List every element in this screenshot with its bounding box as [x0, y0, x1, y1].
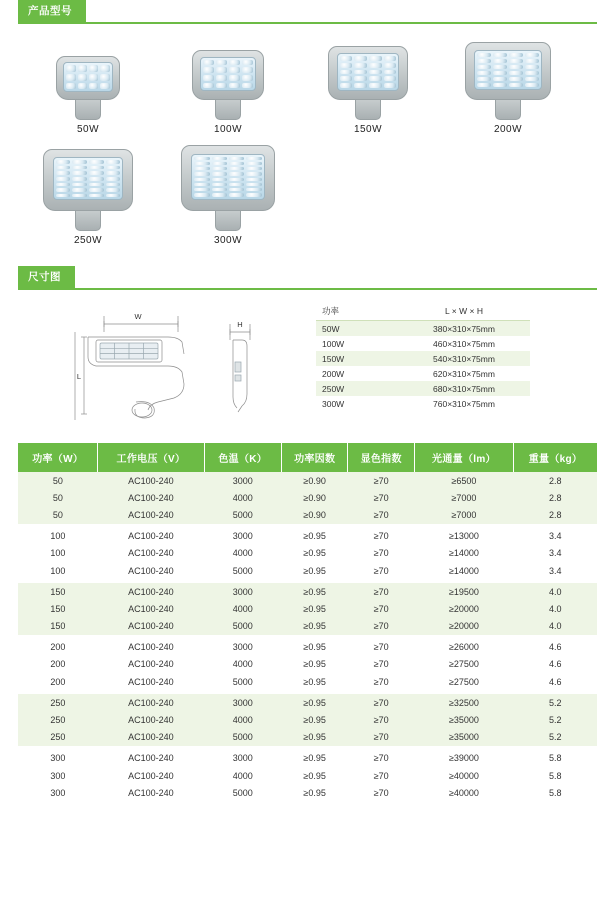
spec-cell: 100 [50, 548, 66, 559]
spec-cell: 100 [50, 565, 66, 576]
dim-label-w: W [134, 312, 142, 321]
spec-cell: AC100-240 [128, 770, 174, 781]
spec-cell: ≥35000 [414, 711, 513, 728]
product-lamp-image [298, 38, 438, 120]
spec-cell: ≥20000 [414, 600, 513, 617]
spec-cell: 300 [50, 787, 66, 798]
table-row [18, 673, 597, 690]
spec-cell: ≥0.90 [281, 489, 348, 506]
spec-cell: AC100-240 [98, 711, 204, 728]
spec-cell: 4000 [232, 659, 253, 670]
dimension-cell-power: 50W [316, 321, 398, 337]
spec-cell: 3000 [232, 531, 253, 542]
spec-cell: ≥39000 [448, 753, 479, 764]
dimension-table [316, 302, 530, 411]
dimension-table-row [316, 381, 530, 396]
spec-cell: 3000 [232, 642, 253, 653]
spec-cell: AC100-240 [98, 472, 204, 489]
spec-cell: ≥14000 [448, 548, 479, 559]
spec-cell: ≥70 [348, 600, 415, 617]
spec-cell: 5.8 [548, 770, 562, 781]
spec-cell: ≥0.95 [303, 676, 326, 687]
dimension-cell-size: 540×310×75mm [398, 351, 530, 366]
spec-header-cell: 显色指数 [348, 443, 415, 472]
dimension-drawing [18, 302, 308, 427]
spec-cell: AC100-240 [128, 753, 174, 764]
spec-cell: ≥0.90 [281, 506, 348, 523]
spec-cell: ≥0.95 [281, 729, 348, 746]
spec-cell: AC100-240 [128, 676, 174, 687]
spec-cell: 150 [18, 600, 98, 617]
spec-cell: ≥70 [348, 694, 415, 711]
spec-cell: ≥70 [373, 770, 389, 781]
dimension-cell-size: 760×310×75mm [433, 398, 495, 409]
spec-cell: AC100-240 [98, 583, 204, 600]
spec-cell: ≥0.95 [281, 583, 348, 600]
table-row [18, 583, 597, 600]
spec-cell: AC100-240 [98, 600, 204, 617]
spec-header-cell: 光通量（lm） [414, 443, 513, 472]
spec-cell: 50 [18, 489, 98, 506]
product-model-label: 300W [213, 235, 243, 246]
dimension-cell-power: 300W [322, 398, 345, 409]
spec-cell: 4000 [204, 600, 281, 617]
spec-cell: ≥0.95 [281, 711, 348, 728]
product-model-row [18, 38, 597, 135]
spec-cell: 5000 [204, 506, 281, 523]
spec-cell: 2.8 [513, 489, 597, 506]
spec-cell: ≥0.95 [303, 659, 326, 670]
spec-cell: 4.0 [513, 618, 597, 635]
spec-cell: ≥40000 [448, 787, 479, 798]
spec-cell: ≥14000 [448, 565, 479, 576]
product-lamp-image [18, 38, 158, 120]
spec-cell: ≥0.95 [303, 787, 326, 798]
spec-cell: ≥20000 [414, 618, 513, 635]
section-title-dimension: 尺寸图 [18, 266, 75, 288]
dimension-table-header-row [316, 302, 530, 321]
spec-cell: ≥0.95 [303, 770, 326, 781]
dimension-cell-size: 680×310×75mm [398, 381, 530, 396]
spec-cell: ≥0.95 [303, 753, 326, 764]
table-row [18, 618, 597, 635]
spec-cell: ≥35000 [414, 729, 513, 746]
spec-cell: ≥19500 [414, 583, 513, 600]
table-row [18, 600, 597, 617]
product-model-row [18, 149, 597, 246]
product-model-item [18, 38, 158, 135]
spec-cell: AC100-240 [128, 659, 174, 670]
spec-cell: 4.0 [513, 583, 597, 600]
dimension-cell-power: 150W [316, 351, 398, 366]
spec-cell: AC100-240 [128, 642, 174, 653]
spec-cell: 4.6 [548, 642, 562, 653]
spec-cell: 2.8 [513, 506, 597, 523]
table-row [18, 656, 597, 673]
dimension-header-size: L × W × H [398, 302, 530, 321]
table-row [18, 711, 597, 728]
spec-cell: ≥0.95 [303, 531, 326, 542]
spec-cell: AC100-240 [98, 618, 204, 635]
spec-cell: ≥0.95 [281, 694, 348, 711]
dimension-table-row [316, 366, 530, 381]
spec-cell: AC100-240 [128, 548, 174, 559]
spec-cell: 200 [50, 676, 66, 687]
spec-cell: 5.2 [513, 729, 597, 746]
spec-cell: ≥70 [348, 506, 415, 523]
spec-cell: 50 [18, 472, 98, 489]
spec-cell: ≥0.95 [303, 548, 326, 559]
product-model-label: 100W [213, 124, 243, 135]
product-lamp-image [438, 38, 578, 120]
dimension-cell-size: 620×310×75mm [433, 368, 495, 379]
table-row [18, 562, 597, 579]
spec-cell: ≥27500 [448, 659, 479, 670]
dimension-cell-power: 250W [316, 381, 398, 396]
dimension-table-row [316, 336, 530, 351]
table-row [18, 750, 597, 767]
product-model-grid [18, 38, 597, 246]
spec-cell: 3000 [204, 583, 281, 600]
spec-cell: AC100-240 [128, 787, 174, 798]
spec-cell: 4000 [232, 548, 253, 559]
spec-cell: AC100-240 [98, 489, 204, 506]
table-row [18, 489, 597, 506]
spec-cell: 4.6 [548, 676, 562, 687]
spec-cell: ≥70 [348, 472, 415, 489]
spec-cell: 5.2 [513, 711, 597, 728]
spec-cell: ≥70 [373, 753, 389, 764]
spec-cell: AC100-240 [98, 506, 204, 523]
dimension-table-row [316, 321, 530, 337]
spec-cell: 3.4 [548, 531, 562, 542]
section-header-dimension [18, 266, 597, 290]
spec-cell: 4000 [204, 711, 281, 728]
spec-cell: ≥70 [373, 531, 389, 542]
spec-cell: ≥0.95 [281, 618, 348, 635]
spec-cell: ≥32500 [414, 694, 513, 711]
spec-cell: ≥27500 [448, 676, 479, 687]
spec-cell: 5000 [204, 618, 281, 635]
spec-cell: 100 [50, 531, 66, 542]
spec-table-header-row [18, 443, 597, 472]
dimension-svg [18, 302, 308, 427]
spec-cell: 4.0 [513, 600, 597, 617]
spec-header-cell: 工作电压（V） [98, 443, 204, 472]
spec-cell: 2.8 [513, 472, 597, 489]
spec-cell: ≥13000 [448, 531, 479, 542]
spec-cell: ≥7000 [414, 506, 513, 523]
section-title-product-model: 产品型号 [18, 0, 86, 22]
product-lamp-image [18, 149, 158, 231]
product-model-label: 50W [76, 124, 100, 135]
dimension-cell-power: 100W [322, 338, 345, 349]
dimension-cell-size: 380×310×75mm [398, 321, 530, 337]
table-row [18, 545, 597, 562]
spec-cell: ≥70 [348, 583, 415, 600]
spec-cell: 3000 [204, 694, 281, 711]
dimension-table-row [316, 351, 530, 366]
spec-cell: ≥0.95 [303, 565, 326, 576]
spec-cell: ≥70 [373, 642, 389, 653]
table-row [18, 639, 597, 656]
spec-cell: ≥7000 [414, 489, 513, 506]
dimension-cell-size: 460×310×75mm [433, 338, 495, 349]
spec-cell: ≥0.95 [281, 600, 348, 617]
spec-cell: 300 [50, 753, 66, 764]
spec-table [18, 443, 597, 801]
table-row [18, 506, 597, 523]
product-model-label: 200W [493, 124, 523, 135]
product-model-item [438, 38, 578, 135]
dimension-cell-power: 200W [322, 368, 345, 379]
spec-cell: ≥70 [373, 659, 389, 670]
spec-cell: ≥70 [348, 618, 415, 635]
spec-cell: 5.2 [513, 694, 597, 711]
spec-cell: 5000 [232, 565, 253, 576]
product-lamp-image [158, 149, 298, 231]
spec-cell: ≥70 [373, 787, 389, 798]
dimension-table-row [316, 396, 530, 411]
table-row [18, 729, 597, 746]
spec-cell: ≥0.95 [303, 642, 326, 653]
table-row [18, 528, 597, 545]
section-header-product-model [18, 0, 597, 24]
spec-cell: 150 [18, 583, 98, 600]
spec-cell: 5.8 [548, 753, 562, 764]
spec-cell: 3.4 [548, 548, 562, 559]
spec-cell: ≥70 [373, 565, 389, 576]
spec-cell: 5000 [204, 729, 281, 746]
dim-label-l: L [76, 372, 82, 381]
product-model-label: 150W [353, 124, 383, 135]
spec-cell: 200 [50, 642, 66, 653]
dimension-section [18, 302, 597, 427]
spec-header-cell: 功率因数 [281, 443, 348, 472]
spec-cell: 5.8 [548, 787, 562, 798]
spec-cell: 150 [18, 618, 98, 635]
product-lamp-image [158, 38, 298, 120]
spec-cell: 50 [18, 506, 98, 523]
spec-cell: 3000 [232, 753, 253, 764]
spec-cell: ≥6500 [414, 472, 513, 489]
spec-cell: 250 [18, 729, 98, 746]
spec-cell: ≥40000 [448, 770, 479, 781]
table-row [18, 694, 597, 711]
spec-cell: 3000 [204, 472, 281, 489]
table-row [18, 767, 597, 784]
spec-cell: ≥26000 [448, 642, 479, 653]
dim-label-h: H [237, 320, 243, 329]
spec-cell: AC100-240 [128, 531, 174, 542]
spec-cell: 3.4 [548, 565, 562, 576]
spec-header-cell: 色温（K） [204, 443, 281, 472]
spec-cell: ≥70 [348, 711, 415, 728]
dimension-header-power: 功率 [316, 302, 398, 321]
spec-cell: 4.6 [548, 659, 562, 670]
spec-cell: 200 [50, 659, 66, 670]
spec-cell: 250 [18, 711, 98, 728]
product-model-item [298, 38, 438, 135]
product-model-item [18, 149, 158, 246]
product-model-label: 250W [73, 235, 103, 246]
spec-cell: ≥70 [373, 548, 389, 559]
spec-cell: AC100-240 [98, 694, 204, 711]
product-model-item [158, 149, 298, 246]
spec-cell: 5000 [232, 787, 253, 798]
spec-cell: 300 [50, 770, 66, 781]
product-model-item [158, 38, 298, 135]
spec-header-cell: 功率（W） [18, 443, 98, 472]
table-row [18, 784, 597, 801]
spec-cell: AC100-240 [128, 565, 174, 576]
spec-cell: ≥70 [348, 489, 415, 506]
spec-cell: 5000 [232, 676, 253, 687]
spec-cell: AC100-240 [98, 729, 204, 746]
spec-cell: 4000 [204, 489, 281, 506]
spec-cell: ≥70 [348, 729, 415, 746]
spec-header-cell: 重量（kg） [513, 443, 597, 472]
spec-cell: ≥70 [373, 676, 389, 687]
table-row [18, 472, 597, 489]
spec-cell: ≥0.90 [281, 472, 348, 489]
spec-cell: 250 [18, 694, 98, 711]
spec-cell: 4000 [232, 770, 253, 781]
